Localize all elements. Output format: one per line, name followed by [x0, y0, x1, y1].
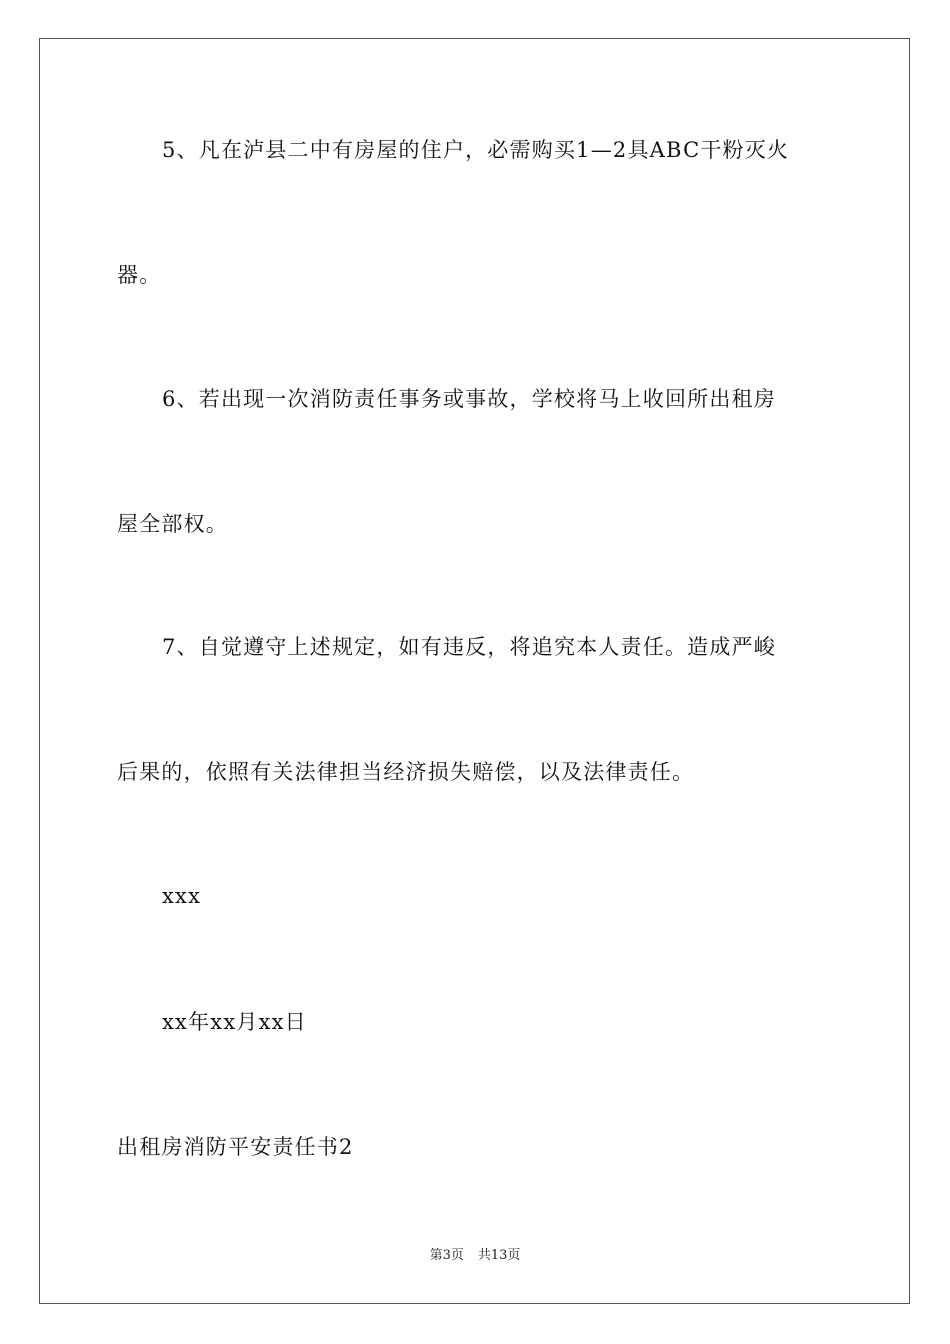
- paragraph-6-line-1: 6、若出现一次消防责任事务或事故，学校将马上收回所出租房: [162, 387, 776, 411]
- paragraph-6-line-2: 屋全部权。: [117, 512, 228, 536]
- paragraph-5-line-1: 5、凡在泸县二中有房屋的住户，必需购买1—2具ABC干粉灭火: [162, 138, 790, 162]
- paragraph-7-line-2: 后果的，依照有关法律担当经济损失赔偿，以及法律责任。: [117, 760, 695, 784]
- next-section-title: 出租房消防平安责任书2: [117, 1135, 354, 1159]
- paragraph-5-line-2: 器。: [117, 263, 162, 287]
- page-footer: [0, 1247, 950, 1265]
- page-frame: [39, 38, 910, 1304]
- page-number: 第3页: [429, 1248, 464, 1263]
- signature-name: xxx: [162, 884, 202, 908]
- signature-date: xx年xx月xx日: [162, 1010, 307, 1034]
- paragraph-7-line-1: 7、自觉遵守上述规定，如有违反，将追究本人责任。造成严峻: [162, 635, 776, 659]
- total-pages: 共13页: [477, 1248, 521, 1263]
